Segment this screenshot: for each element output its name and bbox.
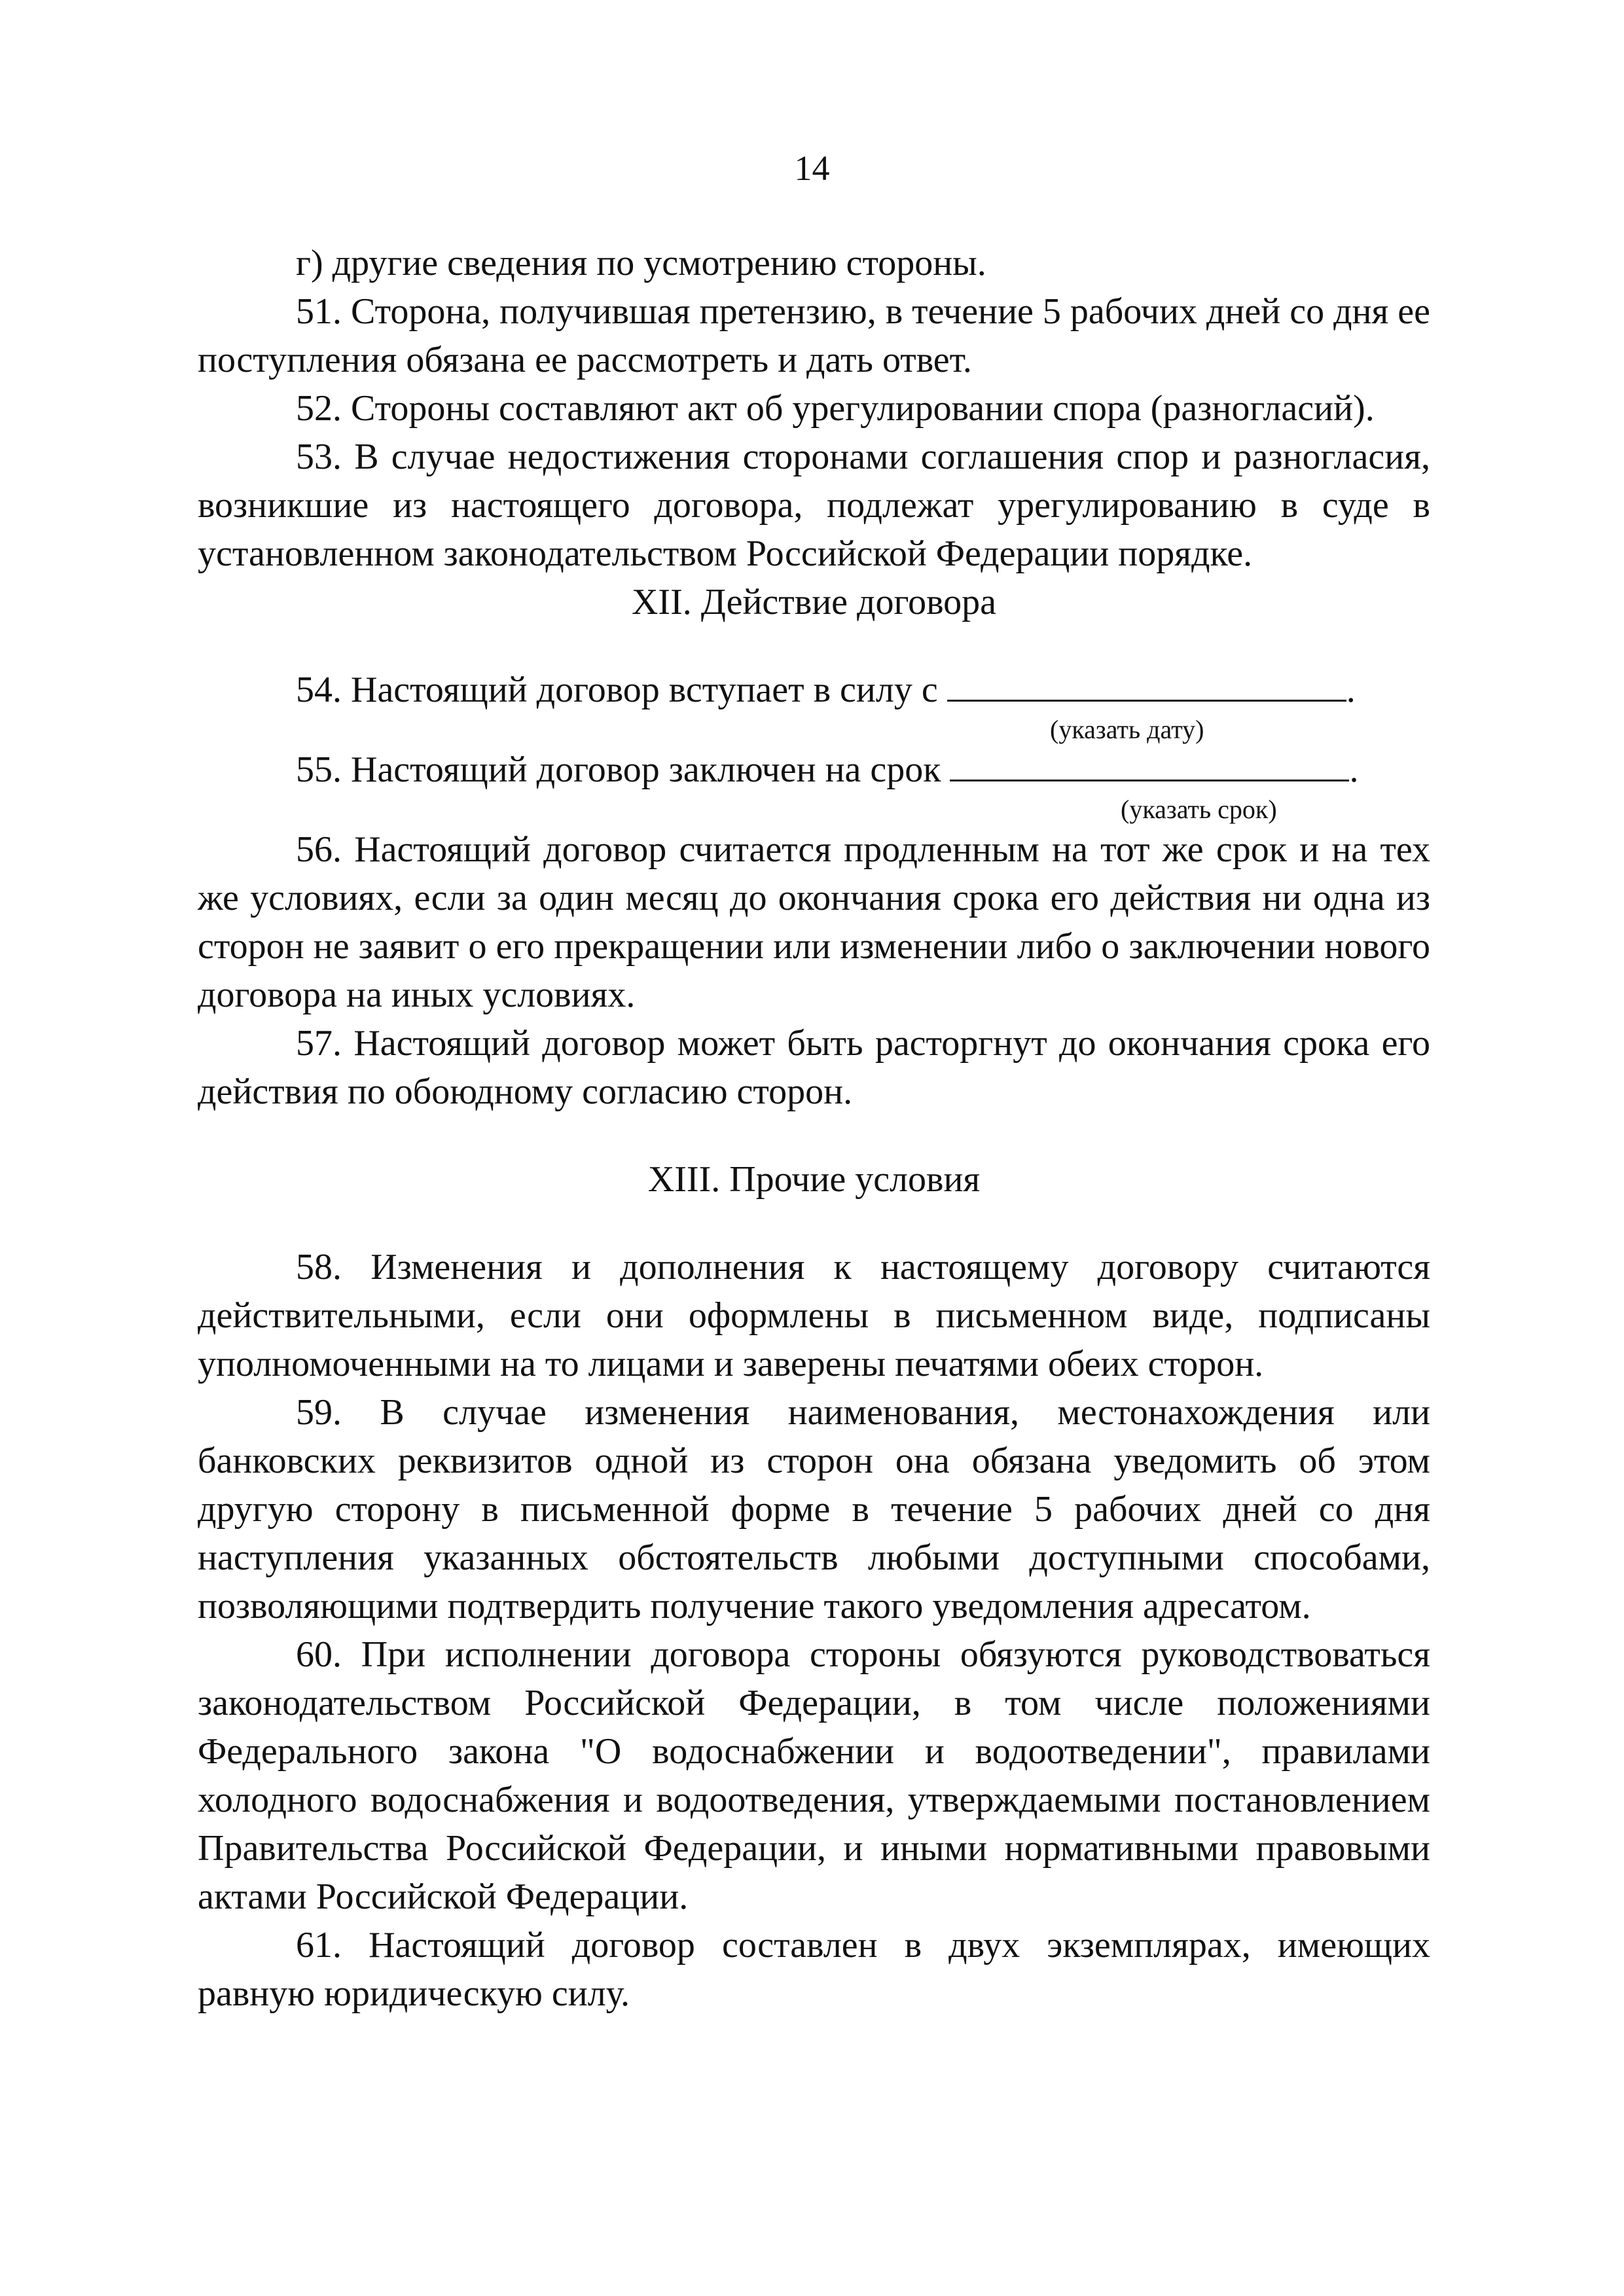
paragraph-59: 59. В случае изменения наименования, местонахождения или банковских реквизитов одной из сторон она обязана уведомить об этом другую сторону в письменной форме в течение 5 рабочих дней со дня наступления указанных обстоятельств любыми доступными способами, позволяющими подтвердить получение такого уведомления адресатом. [198,1392,1430,1626]
document-body [198,239,1430,2018]
term-blank[interactable] [950,745,1349,781]
start-date-hint: (указать дату) [1050,715,1204,744]
paragraph-55-text: 55. Настоящий договор заключен на срок [296,749,941,790]
section-13-title: XIII. Прочие условия [647,1159,981,1200]
paragraph-61: 61. Настоящий договор составлен в двух экземплярах, имеющих равную юридическую силу. [198,1925,1430,2014]
paragraph-51: 51. Сторона, получившая претензию, в течение 5 рабочих дней со дня ее поступления обязана ее рассмотреть и дать ответ. [198,291,1430,380]
paragraph-57: 57. Настоящий договор может быть расторгнут до окончания срока его действия по обоюдному согласию сторон. [198,1023,1430,1112]
paragraph-54-end: . [1346,670,1356,710]
paragraph-58: 58. Изменения и дополнения к настоящему договору считаются действительными, если они оформлены в письменном виде, подписаны уполномоченными на то лицами и заверены печатями обеих сторон. [198,1247,1430,1384]
section-12-title: XII. Действие договора [631,582,997,622]
paragraph-55-end: . [1349,749,1359,790]
paragraph-54-text: 54. Настоящий договор вступает в силу с [296,670,938,710]
paragraph-52: 52. Стороны составляют акт об урегулировании спора (разногласий). [296,388,1375,429]
start-date-blank[interactable] [947,666,1346,702]
paragraph-60: 60. При исполнении договора стороны обязуются руководствоваться законодательством Российской Федерации, в том числе положениями Федерального закона "О водоснабжении и водоотведении", правилами холодного водоснабжения и водоотведения, утверждаемыми постановлением Правительства Российской Федерации, и иными нормативными правовыми актами Российской Федерации. [198,1634,1430,1917]
paragraph-g: г) другие сведения по усмотрению стороны. [296,243,986,283]
term-hint: (указать срок) [1121,795,1277,824]
paragraph-56: 56. Настоящий договор считается продленным на тот же срок и на тех же условиях, если за один месяц до окончания срока его действия ни одна из сторон не заявит о его прекращении или изменении либо о заключении нового договора на иных условиях. [198,829,1430,1015]
paragraph-53: 53. В случае недостижения сторонами соглашения спор и разногласия, возникшие из настоящего договора, подлежат урегулированию в суде в установленном законодательством Российской Федерации порядке. [198,437,1430,574]
page-number: 14 [794,149,830,188]
paragraph-55 [198,745,1430,794]
paragraph-54 [198,666,1430,714]
